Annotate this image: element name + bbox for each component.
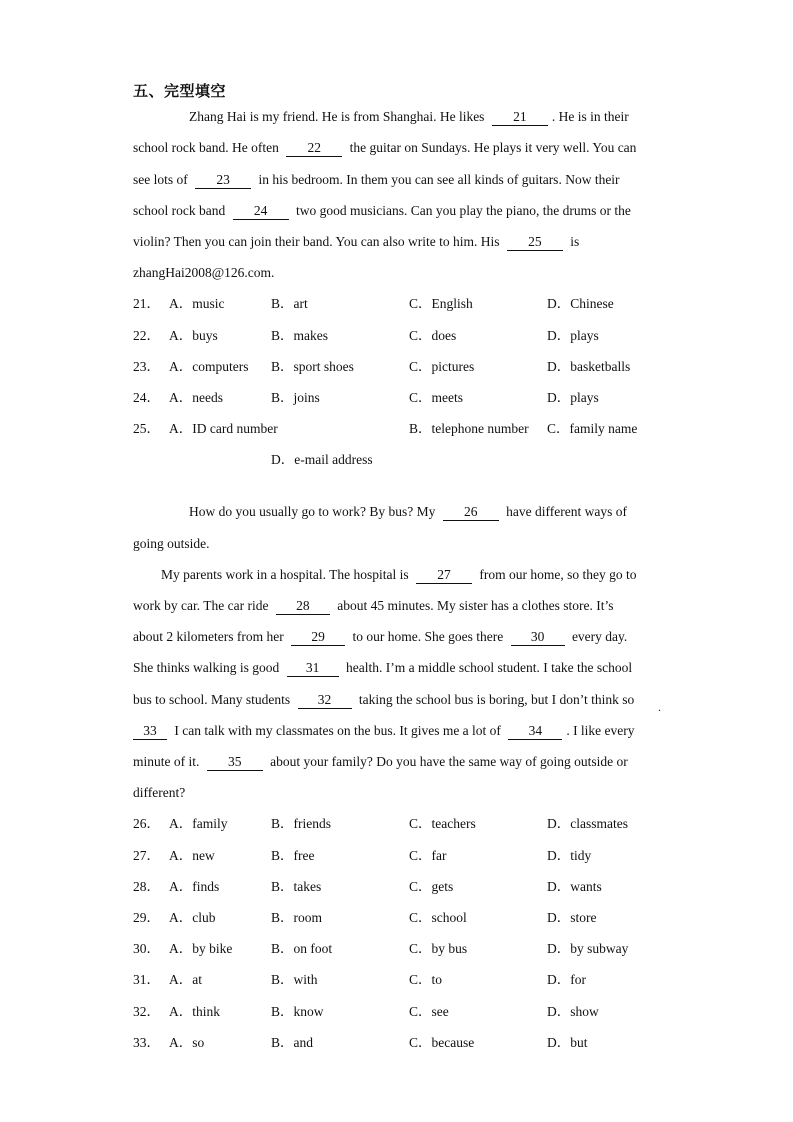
option-a[interactable]: A．needs <box>169 390 223 405</box>
option-c[interactable]: C．far <box>409 848 447 863</box>
question-number: 28． <box>133 879 160 894</box>
text: How do you usually go to work? By bus? My <box>189 504 436 519</box>
option-b[interactable]: B．makes <box>271 328 328 343</box>
section-title: 五、完型填空 <box>133 82 227 100</box>
text: two good musicians. Can you play the piano, the drums or the <box>295 203 631 218</box>
option-d[interactable]: D．for <box>547 972 586 987</box>
option-d[interactable]: D．wants <box>547 879 602 894</box>
option-b[interactable]: B．takes <box>271 879 322 894</box>
passage1-line <box>189 107 629 127</box>
option-a[interactable]: A．by bike <box>169 941 233 956</box>
option-c[interactable]: C．see <box>409 1004 449 1019</box>
text: the guitar on Sundays. He plays it very well. You can <box>349 140 637 155</box>
blank-29[interactable]: 29 <box>291 629 345 646</box>
option-c[interactable]: C．English <box>409 296 473 311</box>
option-c[interactable]: C．teachers <box>409 816 476 831</box>
question-28 <box>133 877 219 897</box>
option-b[interactable]: B．room <box>271 910 323 925</box>
option-a[interactable]: A．ID card number <box>169 421 278 436</box>
passage2-line <box>133 534 210 554</box>
passage2-line <box>161 565 636 585</box>
option-d[interactable]: D．classmates <box>547 816 628 831</box>
question-number: 26． <box>133 816 160 831</box>
text: violin? Then you can join their band. You can also write to him. His <box>133 234 500 249</box>
text: taking the school bus is boring, but I don’t think so <box>358 692 635 707</box>
text: health. I’m a middle school student. I take the school <box>346 660 633 675</box>
text: bus to school. Many students <box>133 692 291 707</box>
option-d[interactable]: D．but <box>547 1035 588 1050</box>
passage2-line <box>189 502 627 522</box>
passage2-line <box>133 658 632 678</box>
question-number: 27． <box>133 848 160 863</box>
option-a[interactable]: A．family <box>169 816 228 831</box>
question-number: 30． <box>133 941 160 956</box>
blank-30[interactable]: 30 <box>511 629 565 646</box>
option-b[interactable]: B．free <box>271 848 315 863</box>
question-30 <box>133 939 232 959</box>
option-b[interactable]: B．friends <box>271 816 331 831</box>
text: see lots of <box>133 172 188 187</box>
passage1-line <box>133 138 636 158</box>
option-a[interactable]: A．finds <box>169 879 220 894</box>
option-d[interactable]: D．plays <box>547 390 599 405</box>
blank-28[interactable]: 28 <box>276 598 330 615</box>
question-27 <box>133 846 215 866</box>
question-number: 25． <box>133 421 160 436</box>
text: from our home, so they go to <box>479 567 637 582</box>
option-d[interactable]: D．store <box>547 910 597 925</box>
question-26 <box>133 814 228 834</box>
passage2-line <box>133 596 614 616</box>
option-a[interactable]: A．computers <box>169 359 249 374</box>
passage2-line <box>133 721 635 741</box>
text: . He is in their <box>551 109 629 124</box>
passage2-line <box>133 690 634 710</box>
text: different? <box>133 785 186 800</box>
option-a[interactable]: A．music <box>169 296 225 311</box>
option-b[interactable]: B．with <box>271 972 318 987</box>
option-b[interactable]: B．art <box>271 296 308 311</box>
option-c[interactable]: C．by bus <box>409 941 468 956</box>
text: My parents work in a hospital. The hospital is <box>161 567 409 582</box>
blank-26[interactable]: 26 <box>443 504 499 521</box>
question-29 <box>133 908 216 928</box>
option-d[interactable]: D．e-mail address <box>271 452 373 467</box>
option-b[interactable]: B．telephone number <box>409 421 529 436</box>
question-number: 29． <box>133 910 160 925</box>
option-c[interactable]: C．gets <box>409 879 454 894</box>
option-c[interactable]: C．family name <box>547 421 638 436</box>
text: about your family? Do you have the same way of going outside or <box>270 754 628 769</box>
blank-34[interactable]: 34 <box>508 723 562 740</box>
passage2-line <box>133 627 627 647</box>
option-c[interactable]: C．meets <box>409 390 463 405</box>
passage1-line <box>133 201 631 221</box>
text: work by car. The car ride <box>133 598 269 613</box>
question-number: 33． <box>133 1035 160 1050</box>
option-d[interactable]: D．basketballs <box>547 359 631 374</box>
option-a[interactable]: A．think <box>169 1004 221 1019</box>
text: . I like every <box>566 723 635 738</box>
passage1-line <box>133 170 620 190</box>
blank-23[interactable]: 23 <box>195 172 251 189</box>
blank-32[interactable]: 32 <box>298 692 352 709</box>
blank-25[interactable]: 25 <box>507 234 563 251</box>
option-d[interactable]: D．plays <box>547 328 599 343</box>
option-d[interactable]: D．tidy <box>547 848 592 863</box>
option-c[interactable]: C．school <box>409 910 467 925</box>
option-a[interactable]: A．at <box>169 972 202 987</box>
text: every day. <box>571 629 628 644</box>
question-33 <box>133 1033 204 1053</box>
text: about 45 minutes. My sister has a clothes store. It’s <box>337 598 614 613</box>
text: She thinks walking is good <box>133 660 280 675</box>
option-a[interactable]: A．club <box>169 910 216 925</box>
option-c[interactable]: C．to <box>409 972 443 987</box>
text: I can talk with my classmates on the bus. It gives me a lot of <box>174 723 501 738</box>
option-d[interactable]: D．by subway <box>547 941 629 956</box>
text: have different ways of <box>506 504 627 519</box>
option-c[interactable]: C．pictures <box>409 359 475 374</box>
option-b[interactable]: B．and <box>271 1035 313 1050</box>
option-a[interactable]: A．buys <box>169 328 218 343</box>
question-number: 23． <box>133 359 160 374</box>
option-b[interactable]: B．sport shoes <box>271 359 354 374</box>
option-a[interactable]: A．so <box>169 1035 205 1050</box>
passage2-line <box>133 752 628 772</box>
question-number: 21． <box>133 296 160 311</box>
blank-31[interactable]: 31 <box>287 660 339 677</box>
stray-dot: . <box>658 700 661 714</box>
blank-22[interactable]: 22 <box>286 140 342 157</box>
option-b[interactable]: B．joins <box>271 390 320 405</box>
passage1-line <box>133 232 579 252</box>
text: Zhang Hai is my friend. He is from Shanghai. He likes <box>189 109 485 124</box>
question-number: 31． <box>133 972 160 987</box>
question-21 <box>133 294 225 314</box>
text: about 2 kilometers from her <box>133 629 284 644</box>
text: minute of it. <box>133 754 200 769</box>
question-25 <box>133 419 278 439</box>
question-32 <box>133 1002 220 1022</box>
question-number: 32． <box>133 1004 160 1019</box>
option-d[interactable]: D．show <box>547 1004 599 1019</box>
option-c[interactable]: C．because <box>409 1035 475 1050</box>
text: to our home. She goes there <box>352 629 504 644</box>
blank-24[interactable]: 24 <box>233 203 289 220</box>
blank-21[interactable]: 21 <box>492 109 548 126</box>
text: school rock band. He often <box>133 140 279 155</box>
text: is <box>570 234 580 249</box>
passage1-line <box>133 263 274 283</box>
question-22 <box>133 326 218 346</box>
text: in his bedroom. In them you can see all kinds of guitars. Now their <box>258 172 620 187</box>
question-number: 22． <box>133 328 160 343</box>
question-23 <box>133 357 248 377</box>
option-b[interactable]: B．on foot <box>271 941 333 956</box>
blank-27[interactable]: 27 <box>416 567 472 584</box>
blank-35[interactable]: 35 <box>207 754 263 771</box>
question-24 <box>133 388 223 408</box>
option-b[interactable]: B．know <box>271 1004 324 1019</box>
option-a[interactable]: A．new <box>169 848 215 863</box>
text: going outside. <box>133 536 210 551</box>
option-d[interactable]: D．Chinese <box>547 296 614 311</box>
blank-33[interactable]: 33 <box>133 723 167 740</box>
passage2-line <box>133 783 185 803</box>
option-c[interactable]: C．does <box>409 328 457 343</box>
question-31 <box>133 970 202 990</box>
question-number: 24． <box>133 390 160 405</box>
email-text: zhangHai2008@126.com. <box>133 265 275 280</box>
text: school rock band <box>133 203 226 218</box>
